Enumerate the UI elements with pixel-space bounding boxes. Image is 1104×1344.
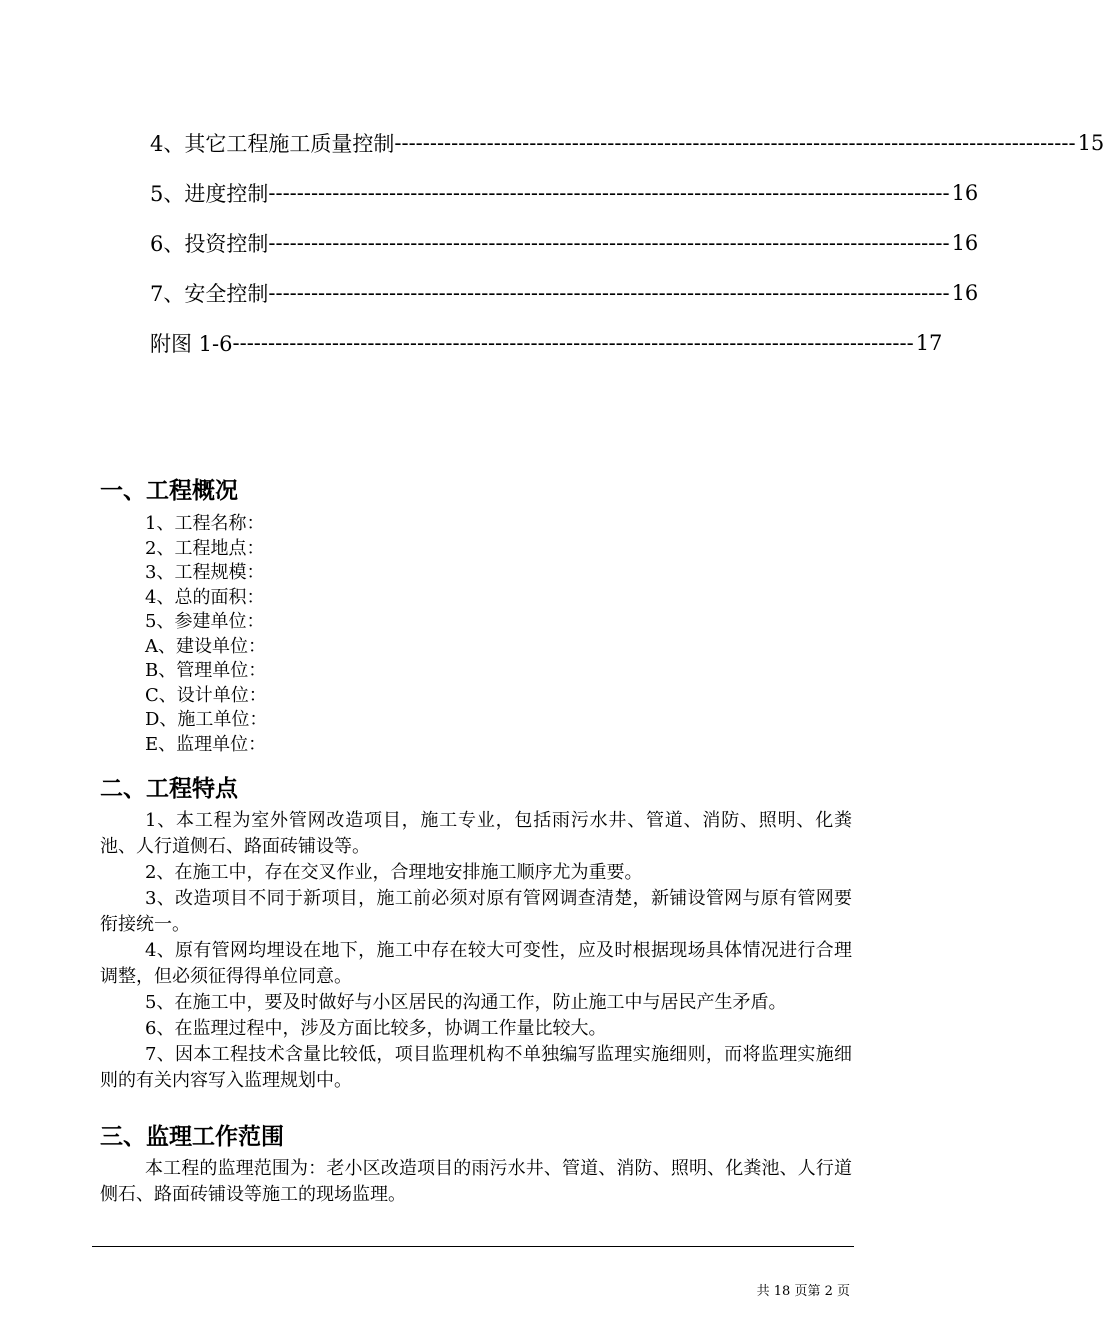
paragraph: 3、改造项目不同于新项目，施工前必须对原有管网调查清楚，新铺设管网与原有管网要衔接统一。 [100, 888, 852, 935]
toc-leader: ------------------------------------------------------------------------------------------------ [394, 131, 1076, 155]
scope-body [100, 1156, 852, 1208]
paragraph: 4、原有管网均埋设在地下，施工中存在较大可变性，应及时根据现场具体情况进行合理调整，但必须征得得单位同意。 [100, 940, 852, 987]
toc-entry[interactable] [150, 168, 979, 218]
toc-label: 7、安全控制 [150, 282, 269, 306]
paragraph: 5、在施工中，要及时做好与小区居民的沟通工作，防止施工中与居民产生矛盾。 [145, 992, 787, 1013]
toc-leader: ------------------------------------------------------------------------------------------------ [268, 281, 950, 305]
list-item: E、监理单位： [145, 733, 267, 755]
overview-list [145, 512, 267, 757]
toc-leader: ------------------------------------------------------------------------------------------------ [268, 181, 950, 205]
footer-divider [92, 1246, 854, 1247]
section-heading-features: 二、工程特点 [100, 776, 238, 802]
list-item: 2、工程地点： [145, 537, 265, 559]
list-item: C、设计单位： [145, 684, 267, 706]
toc-page: 16 [951, 181, 979, 205]
toc-label: 6、投资控制 [150, 232, 269, 256]
toc-label: 附图 1-6 [150, 332, 233, 356]
list-item: 5、参建单位： [145, 611, 265, 632]
toc-page: 16 [951, 231, 979, 255]
paragraph: 本工程的监理范围为：老小区改造项目的雨污水井、管道、消防、照明、化粪池、人行道侧石、路面砖铺设等施工的现场监理。 [100, 1158, 852, 1205]
page-footer: 共 18 页第 2 页 [756, 1284, 850, 1299]
toc-leader: ------------------------------------------------------------------------------------------------ [268, 231, 950, 255]
list-item: A、建设单位： [145, 635, 266, 657]
toc-entry[interactable] [150, 218, 979, 268]
toc-label: 5、进度控制 [150, 182, 269, 206]
list-item: B、管理单位： [145, 660, 267, 681]
paragraph: 2、在施工中，存在交叉作业，合理地安排施工顺序尤为重要。 [145, 862, 643, 883]
toc-label: 4、其它工程施工质量控制 [150, 132, 395, 156]
list-item: D、施工单位： [145, 709, 268, 730]
paragraph: 1、本工程为室外管网改造项目，施工专业，包括雨污水井、管道、消防、照明、化粪池、人行道侧石、路面砖铺设等。 [100, 810, 852, 857]
toc-entry[interactable] [150, 268, 979, 318]
list-item: 3、工程规模： [145, 562, 265, 583]
list-item: 4、总的面积： [145, 586, 265, 608]
list-item: 1、工程名称： [145, 513, 265, 534]
toc-leader: ------------------------------------------------------------------------------------------------ [232, 331, 914, 355]
paragraph: 7、因本工程技术含量比较低，项目监理机构不单独编写监理实施细则，而将监理实施细则的有关内容写入监理规划中。 [100, 1044, 852, 1091]
section-heading-overview: 一、工程概况 [100, 478, 238, 504]
table-of-contents [150, 118, 1104, 368]
toc-page: 17 [915, 331, 943, 355]
features-body [100, 808, 852, 1094]
toc-entry[interactable] [150, 118, 1104, 168]
section-heading-scope: 三、监理工作范围 [100, 1124, 284, 1150]
toc-page: 16 [951, 281, 979, 305]
paragraph: 6、在监理过程中，涉及方面比较多，协调工作量比较大。 [145, 1018, 607, 1039]
toc-entry[interactable] [150, 318, 943, 368]
toc-page: 15 [1077, 131, 1104, 155]
